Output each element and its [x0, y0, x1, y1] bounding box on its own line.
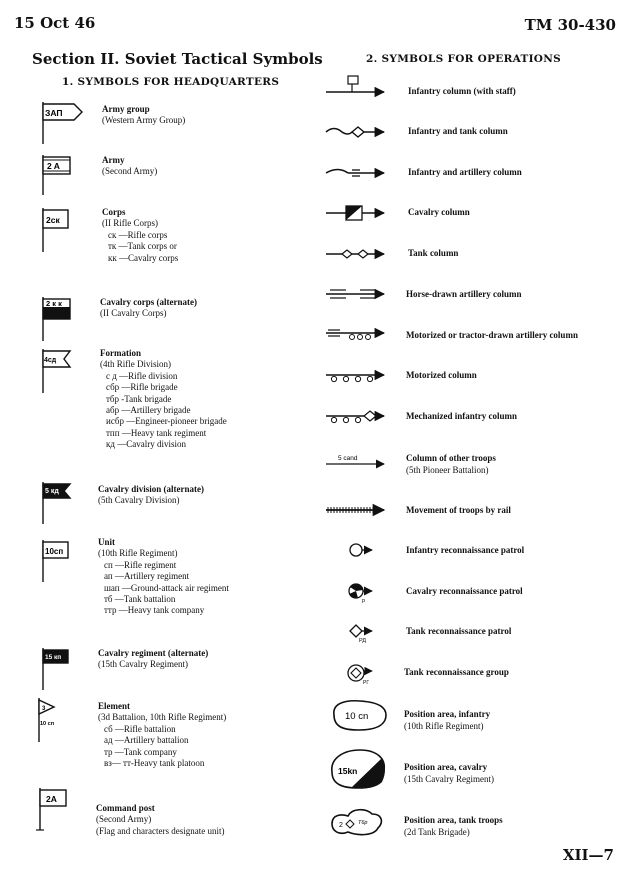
corps-flag-icon — [40, 204, 80, 254]
hq-entry-army: Army (Second Army) — [102, 155, 158, 177]
motorized-column-icon — [326, 375, 384, 382]
position-area-cavalry-icon — [332, 750, 385, 788]
hq-heading: 1. SYMBOLS FOR HEADQUARTERS — [62, 76, 280, 88]
cavalry-division-flag-icon — [40, 478, 80, 526]
element-flag-icon — [34, 694, 74, 744]
svg-text:10 сп: 10 сп — [40, 721, 55, 727]
infantry-column-staff-icon — [326, 76, 384, 92]
cavalry-regiment-flag-icon — [40, 644, 80, 692]
other-troops-column-icon — [326, 455, 384, 464]
tank-recon-group-icon — [348, 665, 372, 686]
op-label-rail: Movement of troops by rail — [406, 505, 511, 515]
op-label-position-tank: Position area, tank troops (2d Tank Brigade) — [404, 815, 503, 837]
op-label-cavalry-column: Cavalry column — [408, 207, 470, 217]
hq-entry-cavalry-regiment: Cavalry regiment (alternate) (15th Cavalry Regiment) — [98, 648, 209, 670]
header-date: 15 Oct 46 — [14, 14, 96, 32]
svg-text:5 cand: 5 cand — [338, 455, 358, 462]
hq-entry-command-post: Command post (Second Army) (Flag and characters designate unit) — [96, 803, 225, 836]
svg-text:10сп: 10сп — [45, 547, 64, 556]
svg-text:2ск: 2ск — [46, 215, 60, 225]
svg-text:5 кд: 5 кд — [45, 488, 59, 495]
op-label-tank-column: Tank column — [408, 248, 459, 258]
cavalry-recon-patrol-icon — [349, 584, 372, 604]
formation-flag-icon — [40, 345, 80, 395]
horse-drawn-artillery-column-icon — [326, 290, 384, 298]
op-label-infantry-artillery: Infantry and artillery column — [408, 167, 522, 177]
infantry-recon-patrol-icon — [350, 544, 372, 556]
hq-entry-cavalry-corps: Cavalry corps (alternate) (II Cavalry Corps) — [100, 297, 197, 319]
svg-text:РД: РД — [359, 638, 367, 644]
tank-recon-patrol-icon — [350, 625, 372, 644]
hq-entry-army-group: Army group (Western Army Group) — [102, 104, 186, 126]
unit-flag-icon — [40, 536, 80, 584]
svg-text:10 cn: 10 cn — [345, 711, 369, 722]
position-area-infantry-icon — [334, 701, 386, 730]
op-label-horse-artillery: Horse-drawn artillery column — [406, 289, 522, 299]
svg-text:РГ: РГ — [363, 680, 370, 686]
svg-text:4сд: 4сд — [44, 357, 57, 364]
rail-movement-icon — [326, 507, 384, 513]
hq-entry-cavalry-division: Cavalry division (alternate) (5th Cavalry Division) — [98, 484, 204, 506]
svg-text:ЗАП: ЗАП — [45, 108, 63, 118]
svg-text:2: 2 — [339, 822, 343, 829]
hq-entry-corps: Corps (II Rifle Corps) ск —Rifle corps тк —Tank corps or кк —Cavalry corps — [102, 207, 179, 263]
op-label-other-troops: Column of other troops (5th Pioneer Battalion) — [406, 453, 496, 475]
svg-text:15 кп: 15 кп — [45, 654, 62, 661]
tank-column-icon — [326, 250, 384, 258]
page-number: XII—7 — [562, 846, 614, 864]
hq-entry-unit: Unit (10th Rifle Regiment) сп —Rifle regiment ап —Artillery regiment шап —Ground-attack air regiment тб —Tank battalion ттр —Heavy tank company — [98, 537, 229, 616]
motorized-artillery-column-icon — [326, 330, 384, 340]
svg-text:3: 3 — [42, 706, 46, 712]
cavalry-column-icon — [326, 206, 384, 220]
ops-heading: 2. SYMBOLS FOR OPERATIONS — [366, 53, 562, 65]
infantry-tank-column-icon — [326, 127, 384, 137]
section-title: Section II. Soviet Tactical Symbols — [32, 50, 323, 68]
op-label-tank-recon-patrol: Tank reconnaissance patrol — [406, 626, 512, 636]
op-label-infantry-tank: Infantry and tank column — [408, 126, 508, 136]
op-label-cavalry-recon: Cavalry reconnaissance patrol — [406, 586, 523, 596]
mechanized-infantry-column-icon — [326, 411, 384, 423]
svg-text:р: р — [362, 598, 366, 604]
hq-entry-formation: Formation (4th Rifle Division) с д —Rifle division сбр —Rifle brigade тбр -Tank brigade абр —Artillery brigade исбр —Engineer-pioneer brigade тпп —Heavy tank regiment кд —Cavalry division — [100, 348, 227, 450]
army-flag-icon — [40, 151, 80, 197]
svg-text:2 к к: 2 к к — [46, 299, 62, 308]
cavalry-corps-flag-icon — [40, 293, 80, 343]
command-post-flag-icon — [34, 784, 74, 836]
op-label-infantry-staff: Infantry column (with staff) — [408, 86, 516, 96]
op-label-motorized-column: Motorized column — [406, 370, 477, 380]
svg-text:15kn: 15kn — [338, 766, 358, 776]
op-label-position-cavalry: Position area, cavalry (15th Cavalry Regiment) — [404, 762, 494, 784]
svg-text:2A: 2A — [46, 794, 57, 804]
op-label-position-infantry: Position area, infantry (10th Rifle Regiment) — [404, 709, 491, 731]
op-label-mechanized-infantry: Mechanized infantry column — [406, 411, 517, 421]
position-area-tank-icon — [332, 810, 381, 835]
header-manual: TM 30-430 — [524, 16, 616, 34]
svg-text:Т6р: Т6р — [358, 820, 368, 826]
infantry-artillery-column-icon — [326, 170, 384, 177]
op-label-infantry-recon: Infantry reconnaissance patrol — [406, 545, 525, 555]
op-label-motorized-artillery: Motorized or tractor-drawn artillery column — [406, 330, 578, 340]
ops-symbols — [318, 70, 400, 860]
hq-entry-element: Element (3d Battalion, 10th Rifle Regiment) сб —Rifle battalion ад —Artillery battalion тр —Tank company вз— тт-Heavy tank platoon — [98, 701, 227, 769]
op-label-tank-recon-group: Tank reconnaissance group — [404, 667, 509, 677]
svg-text:2 A: 2 A — [47, 161, 60, 171]
army-group-flag-icon — [40, 98, 90, 148]
